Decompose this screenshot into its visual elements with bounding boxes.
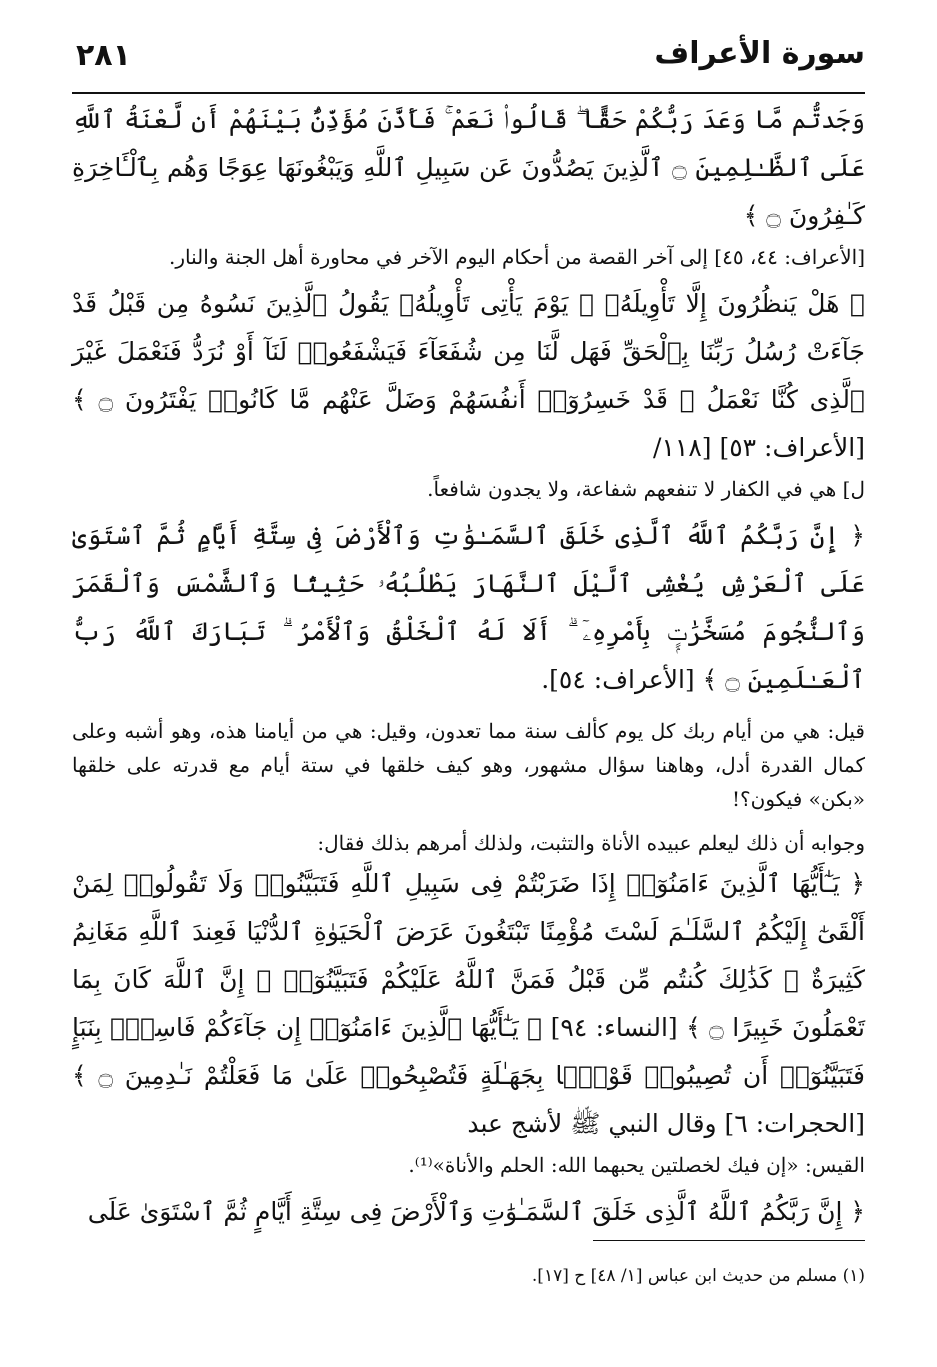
footnote: (١) مسلم من حديث ابن عباس [١/ ٤٨] ح [١٧].: [531, 1266, 865, 1286]
page-header: [72, 36, 865, 88]
commentary-paragraph: قيل: هي من أيام ربك كل يوم كألف سنة مما تعدون، وقيل: هي من أيامنا هذه، وهو أشبه وعلى كمال القدرة أدل، وهاهنا سؤال مشهور، وهو كيف خلقها في ستة أيام مع قدرته على خلقها «بكن» فيكون؟!: [72, 719, 865, 811]
page-number: ٢٨١: [76, 38, 131, 73]
quran-passage: ﴿ إِنَّ رَبَّكُمُ ٱللَّهُ ٱلَّذِى خَلَقَ ٱلسَّمَـٰوَٰتِ وَٱلْأَرْضَ فِى سِتَّةِ أَيَّامٍ ثُمَّ ٱسْتَوَىٰ عَلَى: [87, 1197, 865, 1226]
commentary-paragraph: القيس: «إن فيك لخصلتين يحبهما الله: الحلم والأناة»⁽¹⁾.: [408, 1153, 865, 1177]
quran-passage: ﴿ يَـٰٓأَيُّهَا ٱلَّذِينَ ءَامَنُوٓا۟ إِذَا ضَرَبْتُمْ فِى سَبِيلِ ٱللَّهِ فَتَبَيَّنُوا۟ وَلَا تَقُولُوا۟ لِمَنْ أَلْقَىٰٓ إِلَيْكُمُ ٱلسَّلَـٰمَ لَسْتَ مُؤْمِنًا تَبْتَغُونَ عَرَضَ ٱلْحَيَوٰةِ ٱلدُّنْيَا فَعِندَ ٱللَّهِ مَغَانِمُ كَثِيرَةٌ ۚ كَذَٰلِكَ كُنتُم مِّن قَبْلُ فَمَنَّ ٱللَّهُ عَلَيْكُمْ فَتَبَيَّنُوٓا۟ ۚ إِنَّ ٱللَّهَ كَانَ بِمَا تَعْمَلُونَ خَبِيرًا ۝ ﴾ [النساء: ٩٤] ﴿ يَـٰٓأَيُّهَا ٱلَّذِينَ ءَامَنُوٓا۟ إِن جَآءَكُمْ فَاسِقٌۢ بِنَبَإٍ فَتَبَيَّنُوٓا۟ أَن تُصِيبُوا۟ قَوْمًۢا بِجَهَـٰلَةٍ فَتُصْبِحُوا۟ عَلَىٰ مَا فَعَلْتُمْ نَـٰدِمِينَ ۝ ﴾ [الحجرات: ٦] وقال النبي ﷺ لأشج عبد: [72, 869, 866, 1138]
footnote-divider: [593, 1240, 865, 1241]
quran-passage: ﴿ هَلْ يَنظُرُونَ إِلَّا تَأْوِيلَهُۥ ۚ يَوْمَ يَأْتِى تَأْوِيلُهُۥ يَقُولُ ٱلَّذِينَ نَسُوهُ مِن قَبْلُ قَدْ جَآءَتْ رُسُلُ رَبِّنَا بِٱلْحَقِّ فَهَل لَّنَا مِن شُفَعَآءَ فَيَشْفَعُوا۟ لَنَآ أَوْ نُرَدُّ فَنَعْمَلَ غَيْرَ ٱلَّذِى كُنَّا نَعْمَلُ ۚ قَدْ خَسِرُوٓا۟ أَنفُسَهُمْ وَضَلَّ عَنْهُم مَّا كَانُوا۟ يَفْتَرُونَ ۝ ﴾ [الأعراف: ٥٣] [١١٨/: [72, 289, 865, 462]
quran-passage: وَجَدتُّم مَّا وَعَدَ رَبُّكُمْ حَقًّا ۖ قَالُوا۟ نَعَمْ ۚ فَأَذَّنَ مُؤَذِّنٌۢ بَيْنَهُمْ أَن لَّعْنَةُ ٱللَّهِ عَلَى ٱلظَّـٰلِمِينَ ۝ ٱلَّذِينَ يَصُدُّونَ عَن سَبِيلِ ٱللَّهِ وَيَبْغُونَهَا عِوَجًا وَهُم بِٱلْـَٔاخِرَةِ كَـٰفِرُونَ ۝ ﴾: [72, 105, 865, 230]
body-text: [72, 96, 865, 1236]
commentary-paragraph: [الأعراف: ٤٤، ٤٥] إلى آخر القصة من أحكام اليوم الآخر في محاورة أهل الجنة والنار.: [168, 245, 865, 269]
commentary-paragraph: وجوابه أن ذلك ليعلم عبيده الأناة والتثبت، ولذلك أمرهم بذلك فقال:: [317, 831, 865, 855]
commentary-paragraph: ل] هي في الكفار لا تنفعهم شفاعة، ولا يجدون شافعاً.: [427, 477, 865, 501]
surah-title: سورة الأعراف: [654, 36, 865, 71]
quran-passage: ﴿ إِنَّ رَبَّكُمُ ٱللَّهُ ٱلَّذِى خَلَقَ ٱلسَّمَـٰوَٰتِ وَٱلْأَرْضَ فِى سِتَّةِ أَيَّامٍ ثُمَّ ٱسْتَوَىٰ عَلَى ٱلْعَرْشِ يُغْشِى ٱلَّيْلَ ٱلنَّهَارَ يَطْلُبُهُۥ حَثِيثًا وَٱلشَّمْسَ وَٱلْقَمَرَ وَٱلنُّجُومَ مُسَخَّرَٰتٍۭ بِأَمْرِهِۦٓ ۗ أَلَا لَهُ ٱلْخَلْقُ وَٱلْأَمْرُ ۗ تَبَارَكَ ٱللَّهُ رَبُّ ٱلْعَـٰلَمِينَ ۝ ﴾ [الأعراف: ٥٤].: [72, 521, 865, 694]
header-divider: [72, 92, 865, 94]
